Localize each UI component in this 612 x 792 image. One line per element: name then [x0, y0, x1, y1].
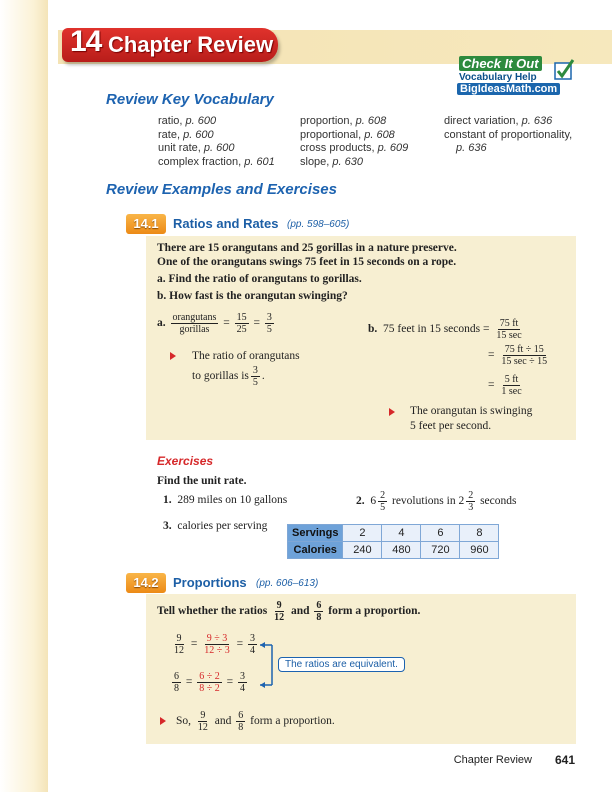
table-cell: 240 [343, 542, 382, 559]
table-cell: 2 [343, 525, 382, 542]
logo-line-2: Vocabulary Help [459, 72, 537, 83]
fraction: $\frac{15}{25}$ [236, 312, 247, 335]
vocab-term: proportional, p. 608 [300, 128, 395, 141]
answer-arrow-icon [160, 717, 166, 725]
vocab-heading: Review Key Vocabulary [106, 91, 274, 108]
exercise-1: 1. 289 miles on 10 gallons [163, 494, 288, 506]
section-pages: (pp. 606–613) [256, 578, 319, 589]
fraction: $\frac{75 ft}{15 \sec}$ [496, 318, 522, 341]
equivalent-callout: The ratios are equivalent. [278, 657, 405, 672]
exercise-3: 3. calories per serving [163, 520, 268, 532]
solution-a: a. $\frac{\text{orangutans}}{\text{gorillas}}$ = $\frac{15}{25}$ = $\frac{3}{5}$ [157, 312, 272, 335]
table-cell: 720 [421, 542, 460, 559]
vocab-term: rate, p. 600 [158, 128, 214, 141]
section-badge-14-1: 14.1 [126, 214, 166, 234]
chapter-number: 14 [70, 25, 102, 58]
equation-line-2: $\frac{6}{8}$ = $\frac{6 \div 2}{8 \div 2}$ = $\frac{3}{4}$ [174, 671, 245, 694]
vocab-term: p. 636 [456, 142, 487, 154]
solution-b-step-2: = $\frac{75 ft \div 15}{15 \sec \div 15}$ [488, 344, 548, 367]
table-header: Servings [288, 525, 343, 542]
question-a: a. Find the ratio of orangutans to gorillas. [157, 273, 362, 285]
logo-line-3: BigIdeasMath.com [457, 83, 560, 95]
section-title-ratios: Ratios and Rates [173, 216, 279, 231]
fraction: $\frac{3}{5}$ [266, 312, 272, 335]
question-b: b. How fast is the orangutan swinging? [157, 290, 348, 302]
answer-a-line-2: to gorillas is $\frac{3}{5}$ . [192, 365, 265, 388]
servings-calories-table [287, 524, 499, 559]
section-badge-14-2: 14.2 [126, 573, 166, 593]
answer-b-line-2: 5 feet per second. [410, 420, 492, 432]
table-row [288, 542, 499, 559]
check-it-out-logo[interactable] [453, 55, 575, 97]
vocab-term: ratio, p. 600 [158, 115, 217, 127]
footer-label: Chapter Review [453, 754, 532, 766]
table-cell: 480 [382, 542, 421, 559]
table-cell: 6 [421, 525, 460, 542]
page-margin-band [0, 0, 48, 792]
vocab-term: complex fraction, p. 601 [158, 155, 275, 168]
table-cell: 4 [382, 525, 421, 542]
problem-line-1: There are 15 orangutans and 25 gorillas in a nature preserve. [157, 242, 457, 254]
table-row [288, 525, 499, 542]
ratio-fraction: $\frac{\text{orangutans}}{\text{gorillas}}$ [172, 312, 217, 335]
vocab-col-2 [300, 115, 408, 169]
answer-a-line-1: The ratio of orangutans [192, 350, 300, 362]
vocab-term: constant of proportionality, [444, 128, 573, 141]
vocab-col-3 [444, 115, 572, 156]
table-cell: 960 [460, 542, 499, 559]
section-title-proportions: Proportions [173, 575, 247, 590]
exercises-instruction: Find the unit rate. [157, 475, 247, 487]
vocab-term: direct variation, p. 636 [444, 115, 553, 127]
answer-arrow-icon [389, 408, 395, 416]
exercise-2: 2. 6 $\frac{2}{5}$ revolutions in 2 $\frac{2}{3}$ seconds [356, 490, 517, 513]
section-pages: (pp. 598–605) [287, 219, 350, 230]
table-cell: 8 [460, 525, 499, 542]
exercises-heading: Exercises [157, 454, 214, 468]
answer-b-line-1: The orangutan is swinging [410, 405, 533, 417]
vocab-term: cross products, p. 609 [300, 142, 409, 154]
solution-b: b. 75 feet in 15 seconds = $\frac{75 ft}{15 \sec}$ [368, 318, 522, 341]
answer-arrow-icon [170, 352, 176, 360]
proportion-prompt: Tell whether the ratios $\frac{9}{12}$ and $\frac{6}{8}$ form a proportion. [157, 600, 421, 623]
vocab-col-1 [158, 115, 275, 169]
proportion-conclusion: So, $\frac{9}{12}$ and $\frac{6}{8}$ form a proportion. [176, 710, 335, 733]
vocab-term: slope, p. 630 [300, 155, 364, 168]
checkmark-icon [553, 59, 575, 83]
vocab-term: unit rate, p. 600 [158, 142, 235, 154]
vocab-term: proportion, p. 608 [300, 115, 387, 127]
page-number: 641 [555, 753, 576, 767]
table-header: Calories [288, 542, 343, 559]
logo-line-1: Check It Out [459, 56, 542, 71]
chapter-title: Chapter Review [108, 32, 274, 57]
solution-b-step-3: = $\frac{5 ft}{1 \sec}$ [488, 374, 522, 397]
equation-line-1: $\frac{9}{12}$ = $\frac{9 \div 3}{12 \div 3}$ = $\frac{3}{4}$ [174, 633, 255, 656]
examples-heading: Review Examples and Exercises [106, 181, 337, 198]
problem-line-2: One of the orangutans swings 75 feet in 15 seconds on a rope. [157, 256, 457, 268]
